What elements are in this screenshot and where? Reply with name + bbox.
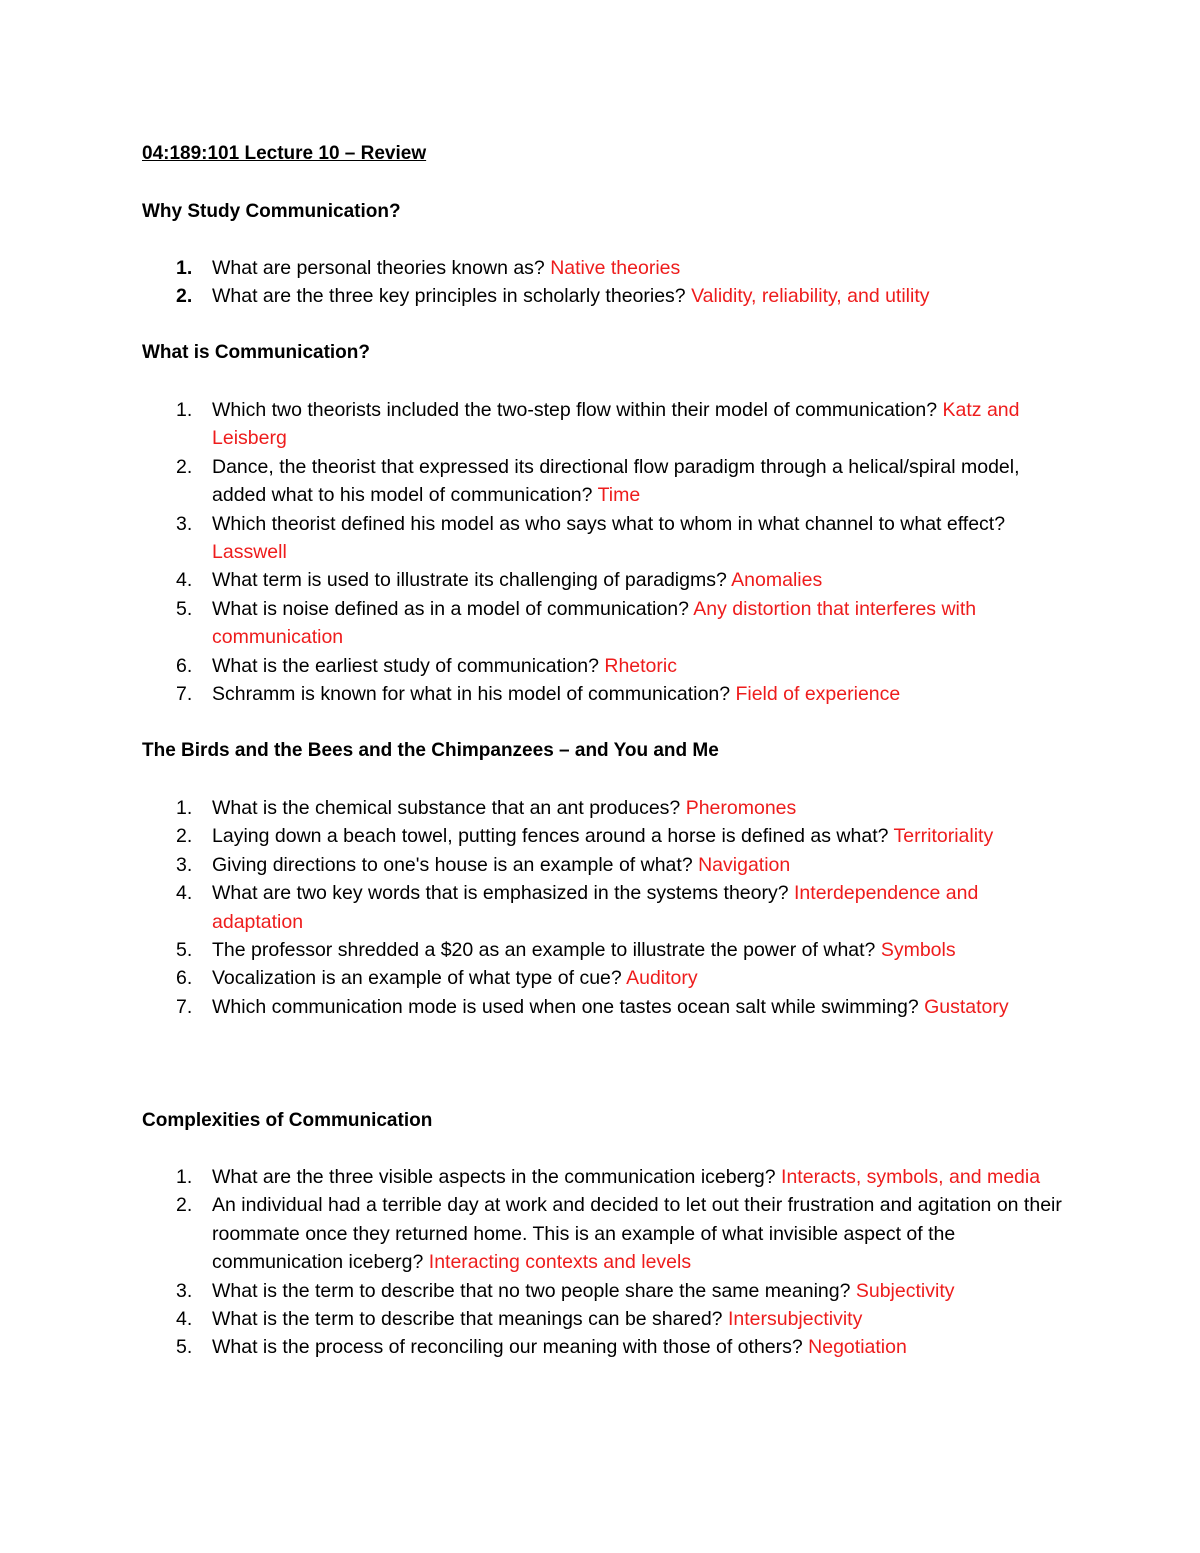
item-number: 3. <box>176 512 193 535</box>
answer-text: Time <box>597 484 641 507</box>
document-title: 04:189:101 Lecture 10 – Review <box>142 143 427 164</box>
question-text: Laying down a beach towel, putting fences around a horse is defined as what? <box>212 825 889 848</box>
list-item <box>142 510 1072 567</box>
list-item <box>142 595 1072 652</box>
question-text: What are personal theories known as? <box>212 257 545 279</box>
item-number: 4. <box>176 882 193 905</box>
answer-text: Interacting contexts and levels <box>428 1251 692 1274</box>
question-text: Vocalization is an example of what type of cue? <box>212 967 622 990</box>
question-text: What is the term to describe that meanings can be shared? <box>212 1308 723 1331</box>
answer-text: Subjectivity <box>855 1279 955 1302</box>
question-text: What are the three visible aspects in the communication iceberg? <box>212 1166 776 1188</box>
item-number: 2. <box>176 285 193 308</box>
list-item <box>142 879 1072 936</box>
answer-text: Rhetoric <box>604 654 677 677</box>
list-item <box>142 794 1072 822</box>
list-item <box>142 964 1072 992</box>
list-item <box>142 1277 1072 1305</box>
list-item <box>142 936 1072 964</box>
answer-text: Interacts, symbols, and media <box>781 1166 1041 1188</box>
question-list-why-study <box>142 254 1072 311</box>
list-item <box>142 1305 1072 1333</box>
answer-text: Intersubjectivity <box>727 1308 863 1331</box>
item-number: 2. <box>176 825 193 848</box>
answer-text: Gustatory <box>924 995 1009 1018</box>
item-number: 2. <box>176 1194 193 1217</box>
answer-text: Native theories <box>550 257 681 279</box>
answer-text: Navigation <box>698 853 791 876</box>
item-number: 3. <box>176 853 193 876</box>
question-list-birds-and-bees <box>142 794 1072 1021</box>
item-number: 1. <box>176 1166 193 1188</box>
question-text: What term is used to illustrate its challenging of paradigms? <box>212 569 727 592</box>
question-text: The professor shredded a $20 as an example to illustrate the power of what? <box>212 939 876 962</box>
question-text: Schramm is known for what in his model of communication? <box>212 683 731 706</box>
question-text: Dance, the theorist that expressed its directional flow paradigm through a helical/spiral model, added what to his model of communication? <box>212 455 1020 507</box>
question-text: What is the process of reconciling our meaning with those of others? <box>212 1336 803 1359</box>
list-item <box>142 1191 1072 1276</box>
item-number: 1. <box>176 257 193 279</box>
item-number: 1. <box>176 797 193 819</box>
item-number: 7. <box>176 683 193 706</box>
question-text: What is the earliest study of communication? <box>212 654 599 677</box>
item-number: 4. <box>176 1308 193 1331</box>
list-item <box>142 566 1072 594</box>
answer-text: Interdependence and adaptation <box>212 882 979 933</box>
question-list-what-is <box>142 396 1072 708</box>
question-text: Giving directions to one's house is an example of what? <box>212 853 693 876</box>
item-number: 3. <box>176 1279 193 1302</box>
answer-text: Lasswell <box>212 541 287 564</box>
answer-text: Any distortion that interferes with communication <box>212 597 977 649</box>
section-heading-complexities: Complexities of Communication <box>142 1110 433 1131</box>
item-number: 7. <box>176 995 193 1018</box>
list-item <box>142 680 1072 708</box>
answer-text: Auditory <box>626 967 698 990</box>
item-number: 2. <box>176 455 193 478</box>
question-list-complexities <box>142 1163 1072 1362</box>
question-text: What are two key words that is emphasized in the systems theory? <box>212 882 789 905</box>
list-item <box>142 282 1072 310</box>
question-text: What is noise defined as in a model of communication? <box>212 597 689 620</box>
section-heading-what-is: What is Communication? <box>142 342 370 363</box>
question-text: Which theorist defined his model as who says what to whom in what channel to what effect? <box>212 512 1006 535</box>
list-item <box>142 822 1072 850</box>
list-item <box>142 1333 1072 1361</box>
item-number: 1. <box>176 399 193 421</box>
section-heading-why-study: Why Study Communication? <box>142 201 401 222</box>
answer-text: Katz and Leisberg <box>212 399 1020 450</box>
item-number: 5. <box>176 597 193 620</box>
list-item <box>142 1163 1072 1191</box>
item-number: 5. <box>176 939 193 962</box>
answer-text: Symbols <box>880 939 956 962</box>
answer-text: Negotiation <box>808 1336 907 1359</box>
question-text: An individual had a terrible day at work and decided to let out their frustration and agitation on their roommate once they returned home. This is an example of what invisible aspect of the communication iceberg? <box>212 1194 1062 1274</box>
question-text: What are the three key principles in scholarly theories? <box>212 285 686 308</box>
answer-text: Anomalies <box>731 569 823 592</box>
list-item <box>142 396 1072 453</box>
list-item <box>142 254 1072 282</box>
item-number: 6. <box>176 967 193 990</box>
answer-text: Field of experience <box>735 683 901 706</box>
list-item <box>142 652 1072 680</box>
item-number: 5. <box>176 1336 193 1359</box>
question-text: Which two theorists included the two-step flow within their model of communication? <box>212 399 938 421</box>
list-item <box>142 993 1072 1021</box>
answer-text: Territoriality <box>893 825 994 848</box>
answer-text: Pheromones <box>685 797 797 819</box>
item-number: 4. <box>176 569 193 592</box>
question-text: What is the chemical substance that an ant produces? <box>212 797 681 819</box>
list-item <box>142 851 1072 879</box>
list-item <box>142 453 1072 510</box>
answer-text: Validity, reliability, and utility <box>691 285 930 308</box>
question-text: Which communication mode is used when one tastes ocean salt while swimming? <box>212 995 919 1018</box>
item-number: 6. <box>176 654 193 677</box>
section-heading-birds-and-bees: The Birds and the Bees and the Chimpanzees – and You and Me <box>142 740 719 761</box>
question-text: What is the term to describe that no two people share the same meaning? <box>212 1279 851 1302</box>
